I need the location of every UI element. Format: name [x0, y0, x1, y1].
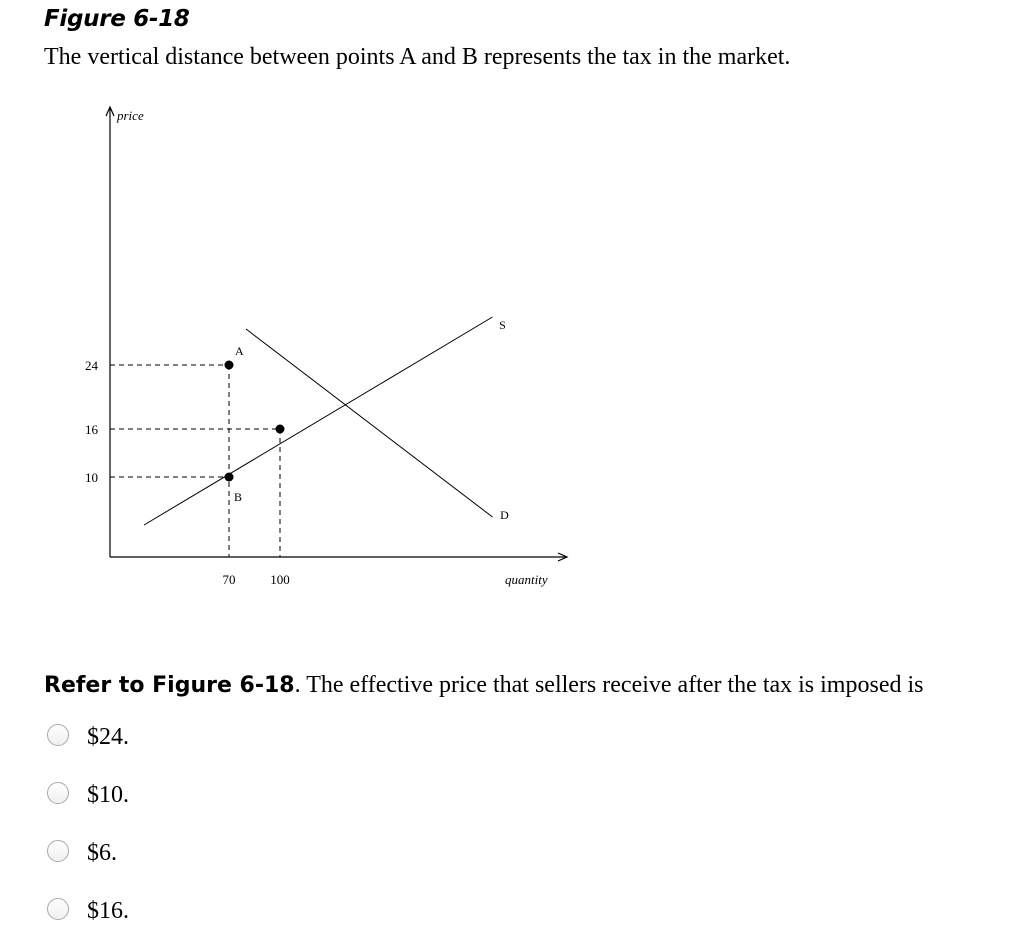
x-tick-label-100: 100: [270, 572, 290, 587]
curve-s: [144, 317, 493, 525]
figure-title: Figure 6-18: [44, 6, 190, 32]
figure-caption: The vertical distance between points A and B represents the tax in the market.: [44, 44, 791, 70]
radio-button[interactable]: [47, 782, 69, 804]
x-tick-label-70: 70: [222, 572, 236, 587]
option-label: $24.: [87, 724, 129, 750]
option-3[interactable]: [47, 828, 129, 886]
question-ref: Refer to Figure 6-18: [44, 673, 295, 698]
y-tick-label-24: 24: [85, 358, 98, 373]
radio-button[interactable]: [47, 898, 69, 920]
option-label: $16.: [87, 898, 129, 924]
question: [44, 672, 923, 699]
point-label-b: B: [234, 490, 243, 504]
answer-options: [47, 712, 129, 944]
curve-d: [246, 329, 493, 517]
point-a: [225, 361, 234, 370]
option-label: $6.: [87, 840, 117, 866]
radio-button[interactable]: [47, 724, 69, 746]
point-label-a: A: [235, 344, 244, 358]
curve-label-s: S: [499, 318, 506, 332]
option-2[interactable]: [47, 770, 129, 828]
point-equilibrium: [276, 425, 285, 434]
point-b: [225, 473, 234, 482]
curve-label-d: D: [500, 508, 509, 522]
option-1[interactable]: [47, 712, 129, 770]
y-tick-label-10: 10: [85, 470, 98, 485]
x-axis-label: quantity: [505, 572, 548, 587]
radio-button[interactable]: [47, 840, 69, 862]
question-text: . The effective price that sellers receive after the tax is imposed is: [294, 672, 924, 698]
option-4[interactable]: [47, 886, 129, 944]
y-tick-label-16: 16: [85, 422, 98, 437]
y-axis-label: price: [117, 108, 144, 123]
option-label: $10.: [87, 782, 129, 808]
